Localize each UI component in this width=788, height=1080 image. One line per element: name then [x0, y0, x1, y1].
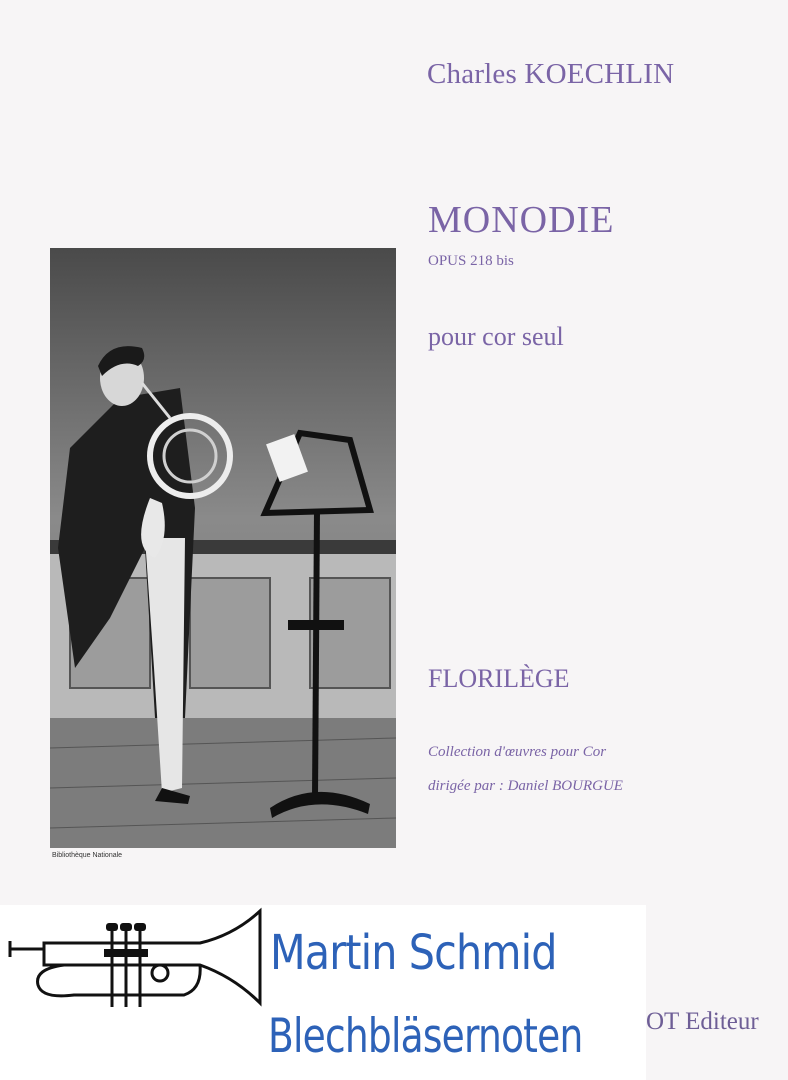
horn-player-illustration — [50, 248, 396, 848]
director-line: dirigée par : Daniel BOURGUE — [428, 778, 623, 794]
logo-name: Martin Schmid — [270, 925, 557, 981]
composer-name: Charles KOECHLIN — [427, 58, 675, 90]
dealer-logo — [0, 905, 646, 1080]
instrumentation: pour cor seul — [428, 322, 564, 351]
collection-line: Collection d'œuvres pour Cor — [428, 744, 607, 760]
work-title: MONODIE — [428, 199, 615, 241]
publisher-name: OT Editeur — [646, 1008, 759, 1035]
logo-tagline: Blechbläsernoten — [268, 1009, 583, 1064]
opus-number: OPUS 218 bis — [428, 253, 514, 269]
series-title: FLORILÈGE — [428, 664, 570, 693]
illustration-plate — [50, 248, 396, 848]
trumpet-icon — [4, 907, 266, 1015]
illustration-credit: Bibliothèque Nationale — [52, 852, 123, 859]
